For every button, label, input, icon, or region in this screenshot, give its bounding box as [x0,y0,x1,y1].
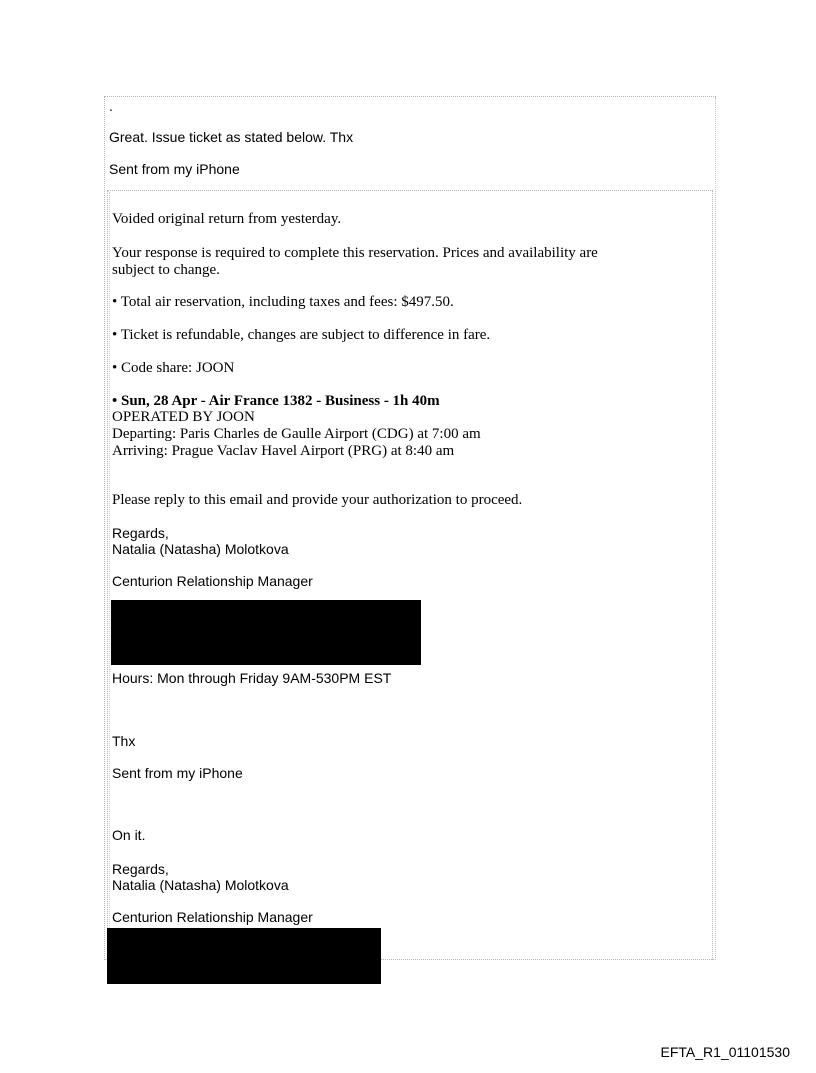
bates-number: EFTA_R1_01101530 [660,1044,790,1060]
response-required-line-2: subject to change. [112,262,220,278]
earlier-sender-title: Centurion Relationship Manager [112,909,313,925]
earlier-sender-name: Natalia (Natasha) Molotkova [112,877,289,893]
redaction-block [111,600,421,665]
bullet-total-fare: • Total air reservation, including taxes and fees: $497.50. [112,294,454,310]
sender-name: Natalia (Natasha) Molotkova [112,541,289,557]
redaction-block [107,928,381,984]
reply-request: Please reply to this email and provide your authorization to proceed. [112,492,523,508]
quoted-message-rule [109,192,111,960]
response-required-line-1: Your response is required to complete this reservation. Prices and availability are [112,245,598,261]
earlier-regards: Regards, [112,861,169,877]
bullet-code-share: • Code share: JOON [112,360,235,376]
arriving-info: Arriving: Prague Vaclav Havel Airport (PRG) at 8:40 am [112,443,455,459]
operated-by: OPERATED BY JOON [112,409,255,425]
bullet-refundable: • Ticket is refundable, changes are subject to difference in fare. [112,327,491,343]
sender-title: Centurion Relationship Manager [112,573,313,589]
voided-note: Voided original return from yesterday. [112,211,342,227]
office-hours: Hours: Mon through Friday 9AM-530PM EST [112,670,392,686]
reply-signature: Sent from my iPhone [109,161,240,177]
regards: Regards, [112,525,169,541]
earlier-message: On it. [112,827,146,843]
departing-info: Departing: Paris Charles de Gaulle Airport (CDG) at 7:00 am [112,426,481,442]
quoted-reply-signature: Sent from my iPhone [112,765,243,781]
reply-message: Great. Issue ticket as stated below. Thx [109,129,354,145]
quoted-reply-message: Thx [112,733,136,749]
leading-dot: . [109,98,113,114]
flight-heading: • Sun, 28 Apr - Air France 1382 - Business - 1h 40m [112,393,440,409]
